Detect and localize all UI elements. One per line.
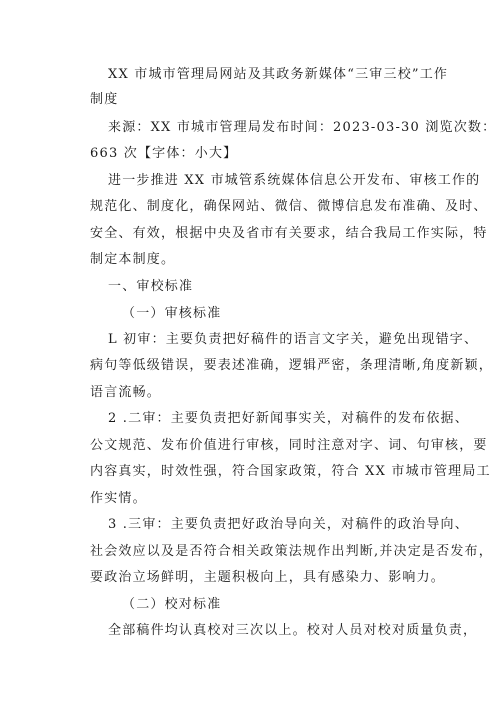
item4-line-1: 全部稿件均认真校对三次以上。校对人员对校对质量负责， bbox=[108, 623, 478, 638]
document-title-line-2: 制度 bbox=[90, 92, 119, 107]
subsection-heading-review: （一）审核标准 bbox=[122, 306, 222, 321]
item2-line-2: 公文规范、发布价值进行审核，同时注意对字、词、句审核，要 bbox=[90, 438, 488, 453]
intro-paragraph-line-4: 制定本制度。 bbox=[90, 252, 176, 267]
item3-line-3: 要政治立场鲜明，主题积极向上，具有感染力、影响力。 bbox=[90, 570, 446, 585]
item3-line-2: 社会效应以及是否符合相关政策法规作出判断,并决定是否发布， bbox=[90, 544, 493, 559]
item3-line-1: 3 .三审：主要负责把好政治导向关，对稿件的政治导向、 bbox=[108, 517, 469, 532]
intro-paragraph-line-2: 规范化、制度化，确保网站、微信、微博信息发布准确、及时、 bbox=[90, 199, 488, 214]
item2-line-4: 作实情。 bbox=[90, 491, 147, 506]
item2-line-1: 2 .二审：主要负责把好新闻事实关，对稿件的发布依据、 bbox=[108, 411, 469, 426]
document-meta-line-1: 来源：XX 市城市管理局发布时间：2023-03-30 浏览次数： bbox=[108, 120, 497, 135]
item1-line-1: L 初审：主要负责把好稿件的语言文字关，避免出现错字、 bbox=[108, 332, 479, 347]
item2-line-3: 内容真实，时效性强，符合国家政策，符合 XX 市城市管理局工 bbox=[90, 464, 491, 479]
item1-line-2: 病句等低级错误，要表述准确，逻辑严密，条理清晰,角度新颖， bbox=[90, 358, 493, 373]
subsection-heading-proofreading: （二）校对标准 bbox=[122, 597, 222, 612]
intro-paragraph-line-3: 安全、有效，根据中央及省市有关要求，结合我局工作实际，特 bbox=[90, 226, 488, 241]
section-heading-standards: 一、审校标准 bbox=[108, 279, 194, 294]
intro-paragraph-line-1: 进一步推进 XX 市城管系统媒体信息公开发布、审核工作的 bbox=[108, 173, 481, 188]
document-title-line-1: XX 市城市管理局网站及其政务新媒体“三审三校”工作 bbox=[108, 67, 449, 82]
item1-line-3: 语言流畅。 bbox=[90, 385, 162, 400]
document-meta-line-2: 663 次【字体：小大】 bbox=[90, 146, 238, 161]
